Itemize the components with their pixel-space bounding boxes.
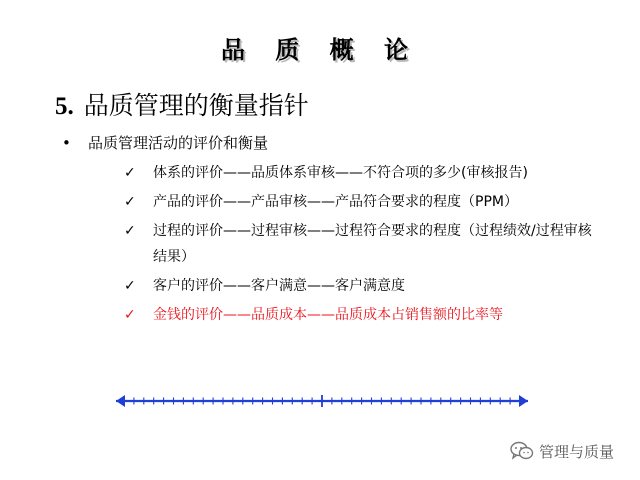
checkmark-icon: ✓ — [124, 223, 136, 239]
checklist-item-customer — [124, 273, 594, 299]
bullet-item — [62, 132, 268, 154]
checkmark-icon: ✓ — [124, 165, 136, 181]
checklist-item-money — [124, 302, 594, 328]
watermark-text: 管理与质量 — [539, 442, 615, 461]
section-title: 品质管理的衡量指针 — [83, 91, 309, 120]
section-number: 5. — [55, 93, 74, 120]
checklist-item-text: 客户的评价——客户满意——客户满意度 — [153, 278, 405, 294]
bullet-text: 品质管理活动的评价和衡量 — [88, 134, 269, 152]
checklist-item-process — [124, 218, 594, 270]
checklist-item-text: 体系的评价——品质体系审核——不符合项的多少(审核报告) — [153, 165, 528, 181]
right-arrow-icon — [519, 395, 528, 407]
checkmark-icon: ✓ — [124, 278, 136, 294]
checkmark-icon: ✓ — [124, 194, 136, 210]
slide-title: 品 质 概 论 — [220, 35, 420, 64]
checklist-item-product — [124, 189, 594, 215]
wechat-icon — [510, 441, 534, 461]
checklist-item-text: 产品的评价——产品审核——产品符合要求的程度（PPM） — [153, 194, 518, 210]
checklist-item-text: 金钱的评价——品质成本——品质成本占销售额的比率等 — [153, 307, 503, 323]
checklist-item-system — [124, 160, 594, 186]
watermark — [510, 438, 614, 464]
evaluation-checklist — [124, 160, 594, 331]
checklist-item-text: 过程的评价——过程审核——过程符合要求的程度（过程绩效/过程审核结果） — [153, 223, 592, 265]
bullet-icon: • — [62, 134, 71, 152]
ruler-divider — [112, 386, 532, 416]
section-heading — [55, 88, 309, 125]
checkmark-icon: ✓ — [124, 307, 136, 323]
left-arrow-icon — [116, 395, 125, 407]
